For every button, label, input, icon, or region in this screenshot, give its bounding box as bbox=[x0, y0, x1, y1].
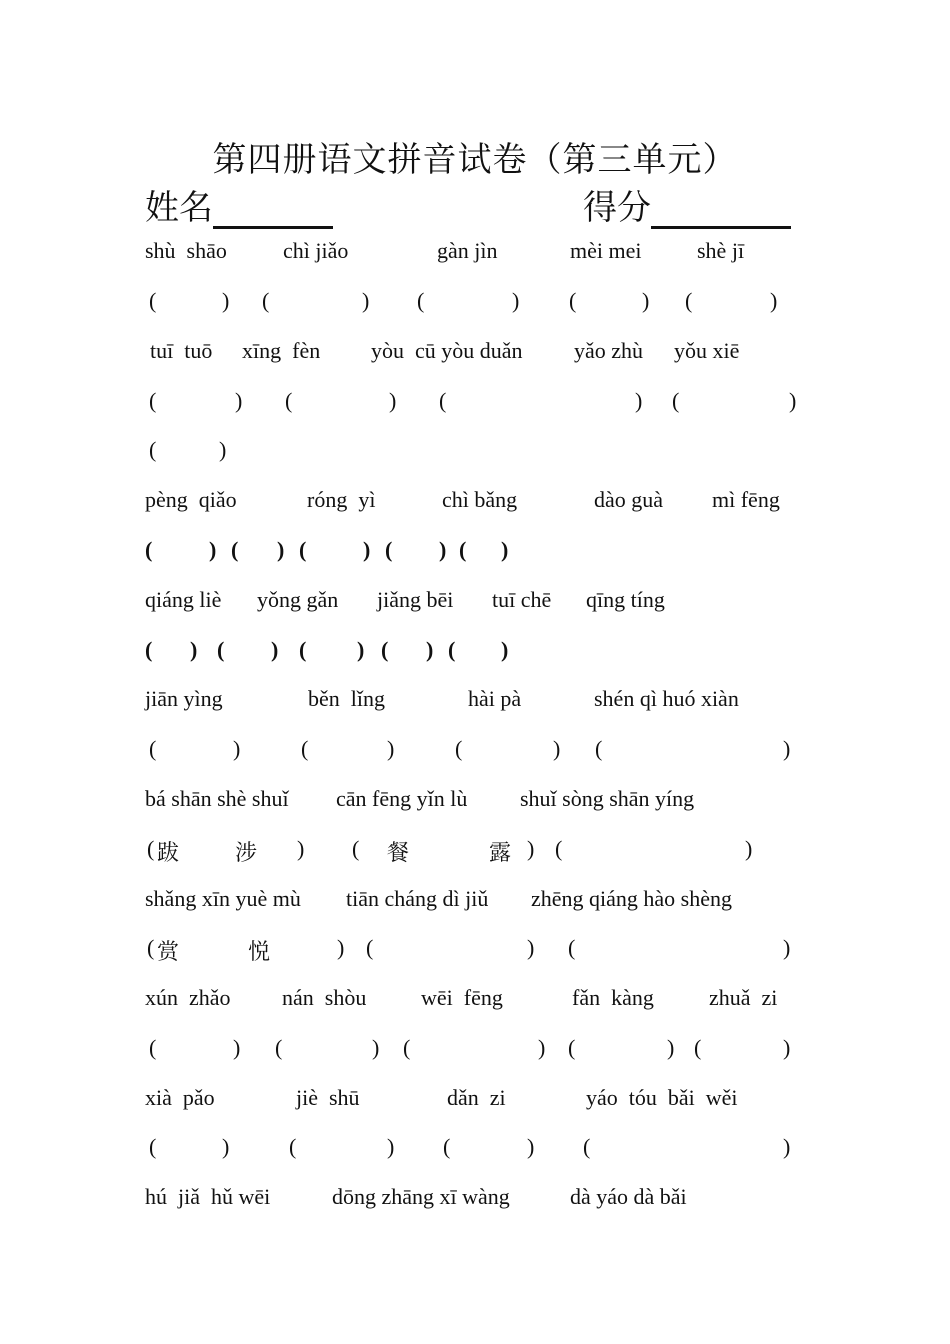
open-paren: ( bbox=[381, 637, 389, 662]
open-paren: ( bbox=[299, 637, 307, 662]
open-paren: ( bbox=[149, 736, 157, 761]
open-paren: ( bbox=[448, 637, 456, 662]
open-paren: ( bbox=[672, 388, 680, 413]
pinyin-row-3 bbox=[145, 487, 810, 517]
close-paren: ) bbox=[642, 288, 650, 313]
close-paren: ) bbox=[222, 288, 230, 313]
pinyin-word: jiè shū bbox=[296, 1085, 360, 1110]
pinyin-word: yòu cū yòu duǎn bbox=[371, 338, 523, 363]
pinyin-row-2 bbox=[145, 338, 810, 368]
pinyin-word: jiǎng bēi bbox=[377, 587, 454, 612]
close-paren: ) bbox=[363, 537, 371, 562]
pinyin-word: chì bǎng bbox=[442, 487, 518, 512]
close-paren: ) bbox=[527, 935, 535, 960]
answer-row-3 bbox=[145, 437, 810, 467]
open-paren: ( bbox=[289, 1134, 297, 1159]
open-paren: ( bbox=[145, 537, 153, 562]
pinyin-word: yǒu xiē bbox=[674, 338, 740, 363]
close-paren: ) bbox=[527, 1134, 535, 1159]
open-paren: ( bbox=[285, 388, 293, 413]
close-paren: ) bbox=[362, 288, 370, 313]
pinyin-word: xīng fèn bbox=[242, 338, 321, 363]
pinyin-word: wēi fēng bbox=[421, 985, 503, 1010]
pinyin-word: dào guà bbox=[594, 487, 664, 512]
pinyin-row-9 bbox=[145, 1085, 810, 1115]
pinyin-row-4 bbox=[145, 587, 810, 617]
answer-character: 赏 bbox=[157, 939, 180, 964]
pinyin-row-1 bbox=[145, 238, 810, 268]
open-paren: ( bbox=[366, 935, 374, 960]
open-paren: ( bbox=[149, 437, 157, 462]
close-paren: ) bbox=[783, 1035, 791, 1060]
open-paren: ( bbox=[459, 537, 467, 562]
pinyin-row-10 bbox=[145, 1184, 810, 1214]
pinyin-word: gàn jìn bbox=[437, 238, 498, 263]
open-paren: ( bbox=[403, 1035, 411, 1060]
pinyin-word: chì jiǎo bbox=[283, 238, 349, 263]
score-label: 得分 bbox=[583, 188, 651, 228]
close-paren: ) bbox=[512, 288, 520, 313]
open-paren: ( bbox=[217, 637, 225, 662]
close-paren: ) bbox=[426, 637, 434, 662]
pinyin-word: dǎn zi bbox=[447, 1085, 506, 1110]
open-paren: ( bbox=[149, 288, 157, 313]
pinyin-word: xún zhǎo bbox=[145, 985, 231, 1010]
open-paren: ( bbox=[262, 288, 270, 313]
close-paren: ) bbox=[277, 537, 285, 562]
open-paren: ( bbox=[147, 935, 155, 960]
pinyin-word: mì fēng bbox=[712, 487, 780, 512]
pinyin-word: dà yáo dà bǎi bbox=[570, 1184, 687, 1209]
open-paren: ( bbox=[149, 1035, 157, 1060]
open-paren: ( bbox=[275, 1035, 283, 1060]
close-paren: ) bbox=[222, 1134, 230, 1159]
close-paren: ) bbox=[233, 736, 241, 761]
pinyin-word: yáo tóu bǎi wěi bbox=[586, 1085, 738, 1110]
open-paren: ( bbox=[685, 288, 693, 313]
open-paren: ( bbox=[231, 537, 239, 562]
open-paren: ( bbox=[694, 1035, 702, 1060]
name-blank[interactable] bbox=[213, 192, 333, 229]
open-paren: ( bbox=[149, 1134, 157, 1159]
answer-row-1 bbox=[145, 288, 810, 318]
pinyin-word: qiáng liè bbox=[145, 587, 222, 612]
close-paren: ) bbox=[635, 388, 643, 413]
pinyin-word: tuī tuō bbox=[150, 338, 213, 363]
pinyin-word: mèi mei bbox=[570, 238, 642, 263]
close-paren: ) bbox=[667, 1035, 675, 1060]
open-paren: ( bbox=[385, 537, 393, 562]
pinyin-row-5 bbox=[145, 686, 810, 716]
pinyin-word: zhuǎ zi bbox=[709, 985, 778, 1010]
close-paren: ) bbox=[783, 736, 791, 761]
pinyin-word: dōng zhāng xī wàng bbox=[332, 1184, 510, 1209]
close-paren: ) bbox=[527, 836, 535, 861]
close-paren: ) bbox=[389, 388, 397, 413]
pinyin-word: xià pǎo bbox=[145, 1085, 215, 1110]
answer-character: 悦 bbox=[248, 939, 271, 964]
pinyin-row-8 bbox=[145, 985, 810, 1015]
pinyin-word: yǎo zhù bbox=[574, 338, 644, 363]
answer-character: 涉 bbox=[235, 840, 258, 865]
pinyin-word: tuī chē bbox=[492, 587, 552, 612]
name-field bbox=[145, 180, 333, 229]
open-paren: ( bbox=[417, 288, 425, 313]
close-paren: ) bbox=[783, 935, 791, 960]
pinyin-word: hú jiǎ hǔ wēi bbox=[145, 1184, 271, 1209]
pinyin-word: běn lǐng bbox=[308, 686, 385, 711]
open-paren: ( bbox=[352, 836, 360, 861]
pinyin-word: pèng qiǎo bbox=[145, 487, 237, 512]
answer-row-5 bbox=[145, 637, 810, 667]
open-paren: ( bbox=[569, 288, 577, 313]
pinyin-word: shǎng xīn yuè mù bbox=[145, 886, 301, 911]
close-paren: ) bbox=[789, 388, 797, 413]
pinyin-word: bá shān shè shuǐ bbox=[145, 786, 289, 811]
open-paren: ( bbox=[568, 1035, 576, 1060]
close-paren: ) bbox=[297, 836, 305, 861]
pinyin-word: shuǐ sòng shān yíng bbox=[520, 786, 695, 811]
name-label: 姓名 bbox=[145, 188, 213, 228]
close-paren: ) bbox=[372, 1035, 380, 1060]
answer-row-4 bbox=[145, 537, 810, 567]
pinyin-word: tiān cháng dì jiǔ bbox=[346, 886, 489, 911]
close-paren: ) bbox=[553, 736, 561, 761]
score-blank[interactable] bbox=[651, 192, 791, 229]
open-paren: ( bbox=[555, 836, 563, 861]
pinyin-word: jiān yìng bbox=[145, 686, 223, 711]
pinyin-word: nán shòu bbox=[282, 985, 367, 1010]
pinyin-word: zhēng qiáng hào shèng bbox=[531, 886, 732, 911]
open-paren: ( bbox=[145, 637, 153, 662]
open-paren: ( bbox=[443, 1134, 451, 1159]
open-paren: ( bbox=[299, 537, 307, 562]
answer-character: 露 bbox=[489, 840, 512, 865]
answer-row-2 bbox=[145, 388, 810, 418]
pinyin-row-6 bbox=[145, 786, 810, 816]
close-paren: ) bbox=[770, 288, 778, 313]
answer-row-8 bbox=[145, 935, 810, 965]
open-paren: ( bbox=[301, 736, 309, 761]
pinyin-word: róng yì bbox=[307, 487, 376, 512]
open-paren: ( bbox=[147, 836, 155, 861]
open-paren: ( bbox=[149, 388, 157, 413]
close-paren: ) bbox=[387, 1134, 395, 1159]
open-paren: ( bbox=[455, 736, 463, 761]
close-paren: ) bbox=[357, 637, 365, 662]
answer-row-7 bbox=[145, 836, 810, 866]
close-paren: ) bbox=[538, 1035, 546, 1060]
answer-row-10 bbox=[145, 1134, 810, 1164]
pinyin-word: fǎn kàng bbox=[572, 985, 654, 1010]
pinyin-word: cān fēng yǐn lù bbox=[336, 786, 468, 811]
open-paren: ( bbox=[568, 935, 576, 960]
close-paren: ) bbox=[387, 736, 395, 761]
close-paren: ) bbox=[271, 637, 279, 662]
pinyin-word: shè jī bbox=[697, 238, 745, 263]
close-paren: ) bbox=[501, 537, 509, 562]
open-paren: ( bbox=[583, 1134, 591, 1159]
pinyin-row-7 bbox=[145, 886, 810, 916]
score-field bbox=[583, 180, 791, 229]
answer-character: 餐 bbox=[387, 840, 410, 865]
close-paren: ) bbox=[209, 537, 217, 562]
page-title: 第四册语文拼音试卷（第三单元） bbox=[212, 140, 738, 180]
pinyin-word: qīng tíng bbox=[586, 587, 665, 612]
pinyin-word: shù shāo bbox=[145, 238, 227, 263]
close-paren: ) bbox=[783, 1134, 791, 1159]
answer-character: 跋 bbox=[157, 840, 180, 865]
close-paren: ) bbox=[190, 637, 198, 662]
pinyin-word: shén qì huó xiàn bbox=[594, 686, 739, 711]
open-paren: ( bbox=[595, 736, 603, 761]
close-paren: ) bbox=[337, 935, 345, 960]
pinyin-word: hài pà bbox=[468, 686, 522, 711]
close-paren: ) bbox=[745, 836, 753, 861]
close-paren: ) bbox=[501, 637, 509, 662]
close-paren: ) bbox=[219, 437, 227, 462]
close-paren: ) bbox=[439, 537, 447, 562]
close-paren: ) bbox=[235, 388, 243, 413]
open-paren: ( bbox=[439, 388, 447, 413]
pinyin-word: yǒng gǎn bbox=[257, 587, 339, 612]
answer-row-9 bbox=[145, 1035, 810, 1065]
answer-row-6 bbox=[145, 736, 810, 766]
close-paren: ) bbox=[233, 1035, 241, 1060]
